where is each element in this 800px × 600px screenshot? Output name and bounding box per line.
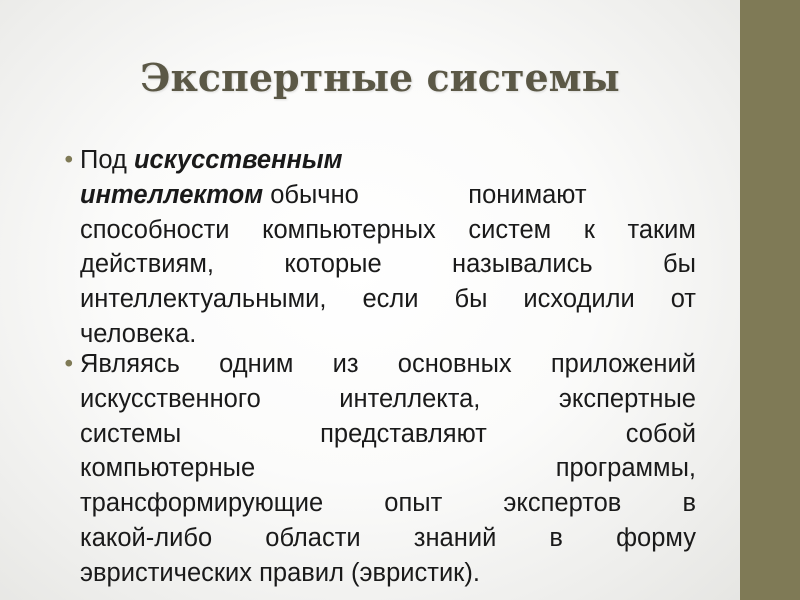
word: одним [219,350,294,378]
word: основных [397,350,512,378]
word: экспертные [558,384,696,413]
word: компьютерные [80,454,256,483]
word: которые [284,250,382,279]
word: из [332,350,359,378]
word: таким [627,215,696,244]
word: экспертов [503,489,622,518]
word: человека. [80,319,197,348]
text-line [80,347,696,382]
word: области [265,523,361,552]
word: приложений [550,350,696,378]
text-line [80,143,696,178]
text-line [80,178,696,213]
bullet-marker: • [62,148,76,174]
emphasized-term: интеллектом [80,180,264,209]
word: трансформирующие [80,489,324,518]
word: от [670,285,696,314]
word: форму [616,523,696,552]
word: системы [80,419,182,448]
word: систем [468,215,552,244]
text-line [80,213,696,248]
word: назывались [452,250,593,279]
word: в [549,523,563,552]
decorative-side-bar [740,0,800,600]
paragraph-expert-systems [80,347,696,591]
paragraph-ai-definition [80,143,696,352]
text-line [80,486,696,521]
word: интеллекта, [339,384,481,413]
emphasized-term: искусственным [133,146,343,174]
word: бы [454,285,488,314]
text-line [80,556,696,591]
word: понимают [468,180,587,209]
slide-title: Экспертные системы [140,55,620,100]
word: исходили [523,285,635,314]
word: какой-либо [80,523,213,552]
word: искусственного [80,384,261,413]
text-line [80,247,696,282]
word: компьютерных [262,215,436,244]
word: Являясь [80,350,180,378]
word: знаний [413,523,497,552]
word: к [583,215,595,244]
word: Под [80,146,127,174]
word: в [682,489,696,518]
text-line [80,521,696,556]
word: интеллектуальными, [80,285,327,314]
bullet-marker: • [62,352,76,378]
word: действиям, [80,250,214,279]
text-line [80,417,696,452]
word: обычно [270,180,359,209]
word: собой [625,419,696,448]
word: программы, [555,454,696,483]
text-line [80,282,696,317]
text-line [80,382,696,417]
text-line [80,451,696,486]
word: бы [663,250,696,279]
word: представляют [320,419,487,448]
word: способности [80,215,230,244]
word: если [362,285,419,314]
word: опыт [384,489,443,518]
word: эвристических правил (эвристик). [80,558,480,587]
